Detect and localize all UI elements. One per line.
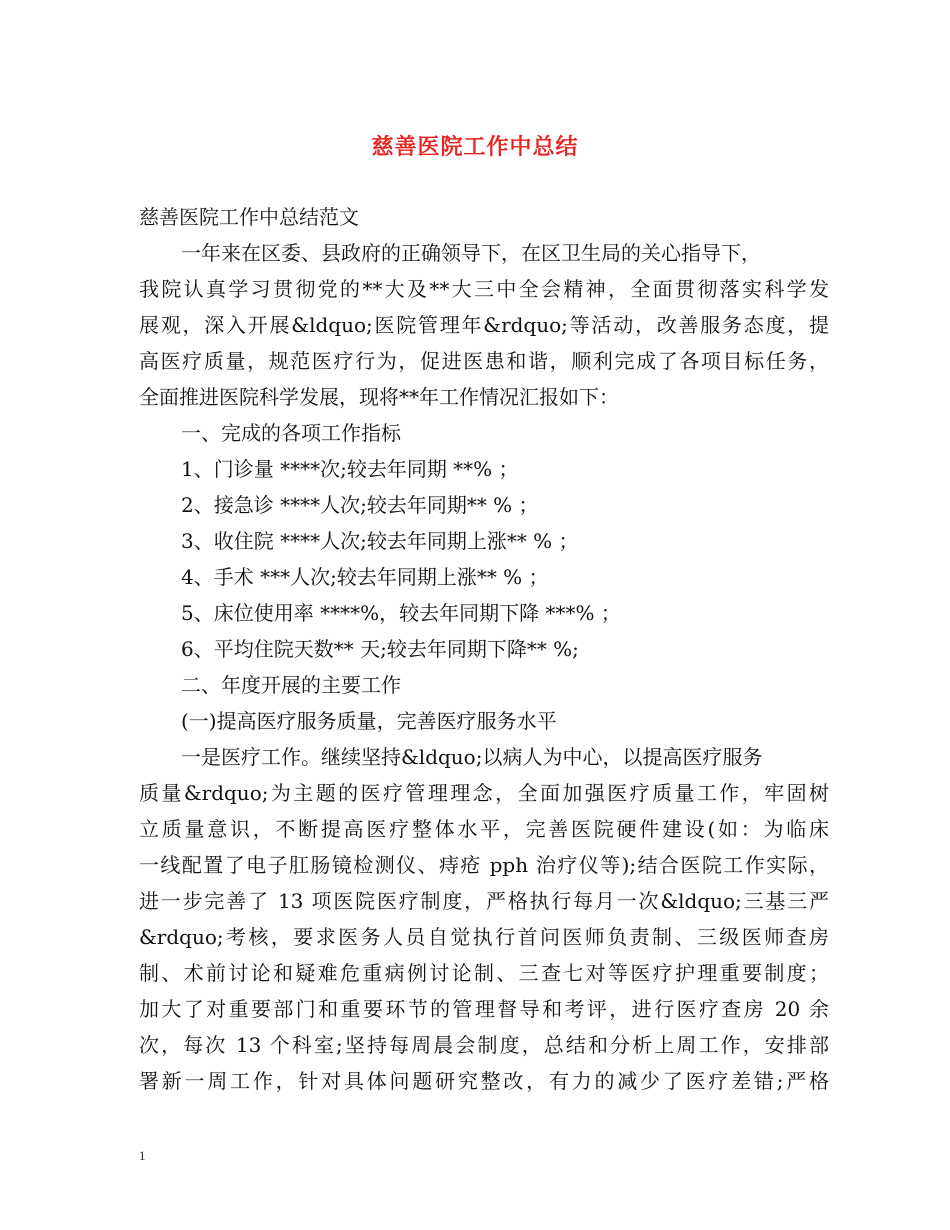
list-item: 1、门诊量 ****次;较去年同期 **% ； — [181, 457, 519, 481]
paragraph-line: 展观，深入开展&ldquo;医院管理年&rdquo;等活动，改善服务态度，提 — [139, 313, 829, 337]
document-body — [139, 199, 829, 1099]
list-item: 5、床位使用率 ****%，较去年同期下降 ***% ； — [181, 601, 621, 625]
subsection-heading: (一)提高医疗服务质量，完善医疗服务水平 — [181, 709, 557, 733]
paragraph-line: 署新一周工作，针对具体问题研究整改，有力的减少了医疗差错;严格 — [139, 1069, 829, 1093]
paragraph-line: 我院认真学习贯彻党的**大及**大三中全会精神，全面贯彻落实科学发 — [139, 277, 829, 301]
paragraph-line: 高医疗质量，规范医疗行为，促进医患和谐，顺利完成了各项目标任务， — [139, 349, 829, 373]
subtitle-line: 慈善医院工作中总结范文 — [139, 205, 359, 229]
list-item: 3、收住院 ****人次;较去年同期上涨** % ； — [181, 529, 579, 553]
paragraph-line: 全面推进医院科学发展，现将**年工作情况汇报如下： — [139, 385, 619, 409]
section-heading: 一、完成的各项工作指标 — [181, 421, 401, 445]
paragraph-line: 进一步完善了 13 项医院医疗制度，严格执行每月一次&ldquo;三基三严 — [139, 889, 829, 913]
paragraph-line: 制、术前讨论和疑难危重病例讨论制、三查七对等医疗护理重要制度； — [139, 961, 829, 985]
document-title: 慈善医院工作中总结 — [371, 135, 579, 160]
paragraph-line: 质量&rdquo;为主题的医疗管理理念，全面加强医疗质量工作，牢固树 — [139, 781, 829, 805]
paragraph-line: &rdquo;考核，要求医务人员自觉执行首问医师负责制、三级医师查房 — [139, 925, 829, 949]
paragraph-line: 立质量意识，不断提高医疗整体水平，完善医院硬件建设(如：为临床 — [139, 817, 829, 841]
paragraph-line: 一线配置了电子肛肠镜检测仪、痔疮 pph 治疗仪等);结合医院工作实际， — [139, 853, 829, 877]
paragraph-line: 一是医疗工作。继续坚持&ldquo;以病人为中心，以提高医疗服务 — [181, 745, 763, 769]
list-item: 4、手术 ***人次;较去年同期上涨** % ； — [181, 565, 549, 589]
section-heading: 二、年度开展的主要工作 — [181, 673, 401, 697]
paragraph-line: 加大了对重要部门和重要环节的管理督导和考评，进行医疗查房 20 余 — [139, 997, 829, 1021]
paragraph-line: 次，每次 13 个科室;坚持每周晨会制度，总结和分析上周工作，安排部 — [139, 1033, 829, 1057]
page-number: 1 — [139, 1148, 146, 1163]
list-item: 2、接急诊 ****人次;较去年同期** % ； — [181, 493, 539, 517]
list-item: 6、平均住院天数** 天;较去年同期下降** %; — [181, 637, 579, 661]
paragraph-line: 一年来在区委、县政府的正确领导下，在区卫生局的关心指导下， — [181, 241, 761, 265]
